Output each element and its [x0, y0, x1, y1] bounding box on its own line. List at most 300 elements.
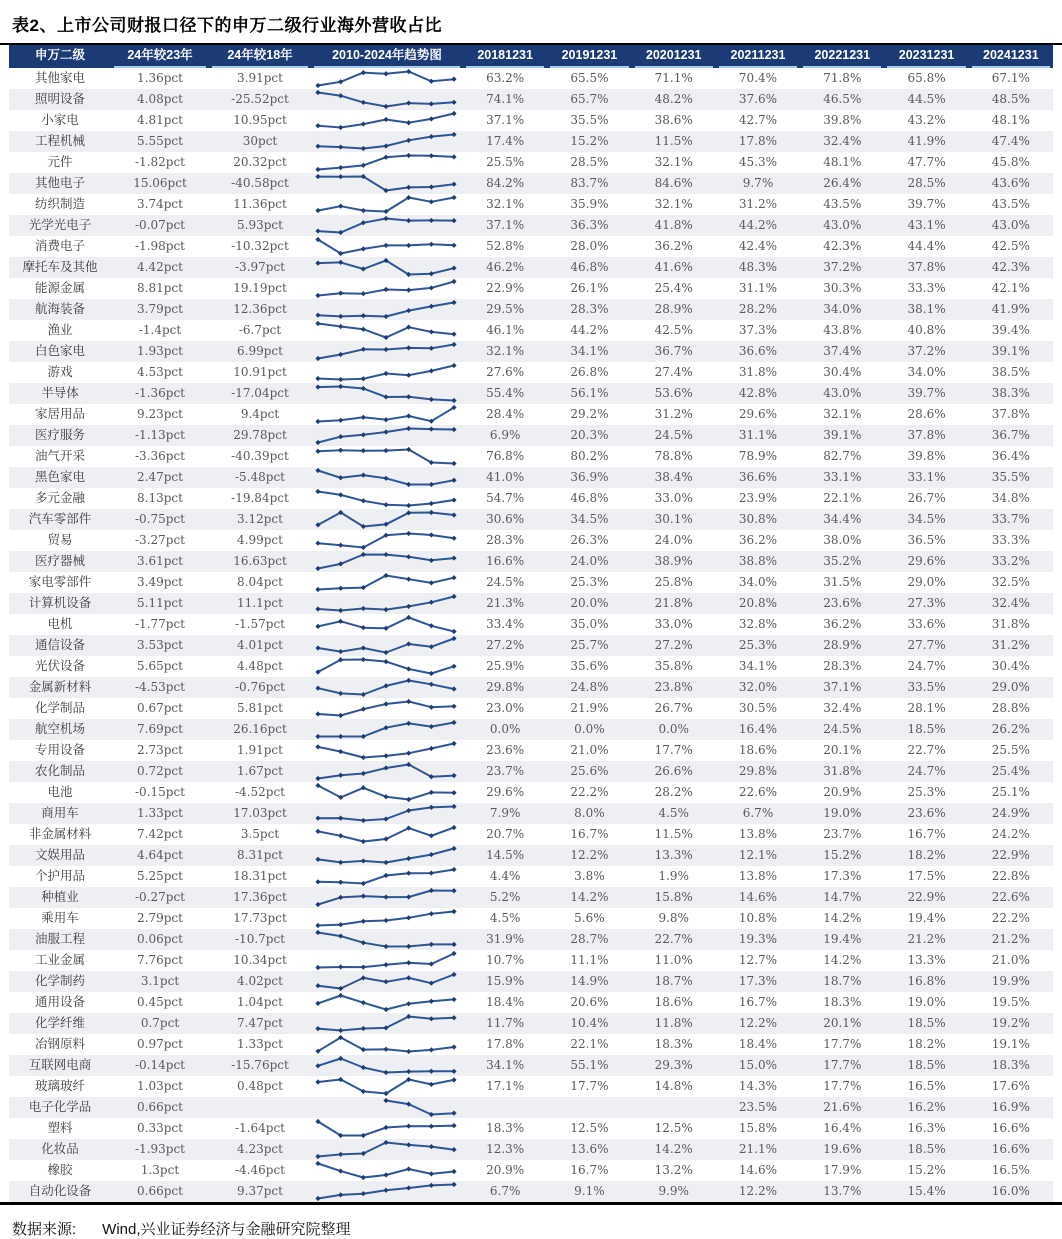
year-value-20181231: 5.2% [489, 890, 521, 904]
column-header-5: 20191231 [547, 45, 631, 68]
sparkline-point [406, 413, 411, 418]
sparkline-point [429, 426, 434, 431]
change-vs-2023: 5.11pct [137, 596, 183, 610]
year-value-20221231: 43.5% [823, 197, 862, 211]
sparkline-point [338, 204, 343, 209]
trend-sparkline [311, 131, 461, 152]
year-value-20181231: 76.8% [486, 449, 525, 463]
year-value-20221231: 43.8% [823, 323, 862, 337]
sparkline-point [451, 720, 456, 725]
table-row [9, 1118, 1053, 1139]
year-value-20181231: 31.9% [486, 932, 525, 946]
year-value-20211231: 16.7% [738, 995, 778, 1009]
year-value-20201231: 11.5% [654, 134, 693, 148]
year-value-20241231: 35.5% [991, 470, 1030, 484]
year-value-20191231: 36.3% [570, 218, 609, 232]
year-value-20241231: 16.9% [991, 1100, 1030, 1114]
table-row [9, 194, 1053, 215]
sparkline-point [361, 707, 366, 712]
year-value-20241231: 19.9% [991, 974, 1030, 988]
industry-name: 农化制品 [34, 764, 85, 778]
year-value-20241231: 25.4% [991, 764, 1030, 778]
industry-name: 金属新材料 [28, 680, 92, 694]
table-row [9, 1034, 1053, 1055]
year-value-20231231: 19.4% [907, 911, 946, 925]
year-value-20241231: 16.5% [991, 1163, 1030, 1177]
table-row [9, 971, 1053, 992]
year-value-20211231: 31.2% [738, 197, 778, 211]
industry-name: 专用设备 [34, 743, 85, 757]
change-vs-2023: 3.53pct [137, 638, 183, 652]
sparkline-point [406, 944, 411, 949]
sparkline-point [406, 1001, 411, 1006]
change-vs-2018: 8.31pct [237, 848, 283, 862]
sparkline-point [429, 285, 434, 290]
year-value-20241231: 43.5% [991, 197, 1030, 211]
year-value-20241231: 67.1% [991, 71, 1030, 85]
year-value-20181231: 11.7% [486, 1016, 525, 1030]
table-row [9, 341, 1053, 362]
column-header-6: 20201231 [632, 45, 716, 68]
sparkline-point [383, 962, 388, 967]
change-vs-2018: -0.76pct [235, 680, 285, 694]
year-value-20231231: 28.1% [907, 701, 946, 715]
year-value-20181231: 29.6% [486, 785, 525, 799]
change-vs-2018: 11.1pct [237, 596, 283, 610]
year-value-20211231: 34.0% [738, 575, 778, 589]
year-value-20181231: 21.3% [486, 596, 525, 610]
sparkline-point [338, 773, 343, 778]
year-value-20201231: 38.9% [654, 554, 693, 568]
sparkline-point [406, 1049, 411, 1054]
sparkline-point [429, 1069, 434, 1074]
year-value-20211231: 45.3% [738, 155, 778, 169]
change-vs-2023: 4.53pct [137, 365, 183, 379]
year-value-20241231: 19.1% [991, 1037, 1030, 1051]
change-vs-2023: -1.93pct [135, 1142, 185, 1156]
table-row [9, 1160, 1053, 1181]
sparkline-point [429, 805, 434, 810]
year-value-20181231: 14.5% [486, 848, 525, 862]
trend-chart-cell [311, 446, 463, 467]
change-vs-2023: 4.42pct [137, 260, 183, 274]
sparkline-point [429, 1082, 434, 1087]
industry-name: 非金属材料 [28, 827, 92, 841]
year-value-20181231: 6.7% [489, 1184, 521, 1198]
table-row [9, 173, 1053, 194]
change-vs-2018: -40.39pct [231, 449, 289, 463]
sparkline-point [315, 1026, 320, 1031]
year-value-20201231: 11.5% [654, 827, 693, 841]
year-value-20241231: 24.2% [991, 827, 1030, 841]
year-value-20191231: 12.2% [570, 848, 609, 862]
year-value-20201231: 42.5% [654, 323, 693, 337]
trend-sparkline [311, 677, 461, 698]
industry-name: 纺织制造 [34, 197, 85, 211]
sparkline-point [406, 577, 411, 582]
year-value-20231231: 16.8% [907, 974, 946, 988]
year-value-20221231: 37.2% [823, 260, 862, 274]
sparkline-point [451, 218, 456, 223]
sparkline-point [338, 543, 343, 548]
trend-sparkline [311, 866, 461, 887]
year-value-20211231: 31.8% [738, 365, 778, 379]
sparkline-point [361, 415, 366, 420]
trend-sparkline [311, 530, 461, 551]
sparkline-point [338, 1169, 343, 1174]
sparkline-point [315, 293, 320, 298]
trend-sparkline [311, 1055, 461, 1076]
sparkline-point [361, 246, 366, 251]
year-value-20201231: 28.9% [654, 302, 693, 316]
trend-chart-cell [311, 152, 463, 173]
sparkline-point [383, 502, 388, 507]
year-value-20211231: 31.1% [738, 281, 778, 295]
change-vs-2018: 9.4pct [240, 407, 280, 421]
change-vs-2018: 10.34pct [233, 953, 287, 967]
year-value-20191231: 35.0% [570, 617, 609, 631]
year-value-20231231: 22.7% [907, 743, 946, 757]
sparkline-point [406, 426, 411, 431]
change-vs-2023: 4.08pct [137, 92, 183, 106]
table-row [9, 68, 1053, 89]
sparkline-point [361, 386, 366, 391]
sparkline-point [429, 852, 434, 857]
sparkline-point [383, 104, 388, 109]
trend-chart-cell [311, 341, 463, 362]
trend-chart-cell [311, 1034, 463, 1055]
year-value-20241231: 21.2% [991, 932, 1030, 946]
sparkline-point [361, 208, 366, 213]
table-row [9, 635, 1053, 656]
table-row [9, 278, 1053, 299]
sparkline-point [338, 79, 343, 84]
change-vs-2023: 8.13pct [137, 491, 183, 505]
trend-chart-cell [311, 383, 463, 404]
sparkline-point [315, 376, 320, 381]
sparkline-point [451, 575, 456, 580]
trend-chart-cell [311, 551, 463, 572]
sparkline-point [383, 417, 388, 422]
year-value-20221231: 19.0% [823, 806, 862, 820]
sparkline-point [361, 940, 366, 945]
year-value-20191231: 26.8% [570, 365, 609, 379]
sparkline-point [429, 271, 434, 276]
sparkline-point [338, 833, 343, 838]
trend-chart-cell [311, 824, 463, 845]
year-value-20191231: 55.1% [570, 1058, 609, 1072]
table-row [9, 236, 1053, 257]
trend-sparkline [311, 1181, 461, 1202]
year-value-20191231: 26.3% [570, 533, 609, 547]
change-vs-2018: 17.03pct [233, 806, 287, 820]
year-value-20191231: 28.7% [570, 932, 609, 946]
sparkline-point [451, 536, 456, 541]
year-value-20221231: 30.3% [823, 281, 862, 295]
sparkline-point [315, 174, 320, 179]
year-value-20221231: 14.7% [823, 890, 862, 904]
sparkline-point [338, 713, 343, 718]
sparkline-point [315, 624, 320, 629]
sparkline-point [451, 1044, 456, 1049]
sparkline-point [315, 1154, 320, 1159]
sparkline-point [406, 394, 411, 399]
year-value-20231231: 18.5% [907, 722, 946, 736]
sparkline-point [429, 1016, 434, 1021]
industry-name: 其他家电 [34, 71, 85, 85]
change-vs-2023: -0.14pct [135, 1058, 185, 1072]
sparkline-point [383, 347, 388, 352]
sparkline-point [361, 163, 366, 168]
year-value-20241231: 16.0% [991, 1184, 1030, 1198]
sparkline-point [315, 123, 320, 128]
industry-name: 照明设备 [34, 92, 85, 106]
year-value-20221231: 17.9% [823, 1163, 862, 1177]
year-value-20191231: 35.9% [570, 197, 609, 211]
trend-sparkline [311, 509, 461, 530]
change-vs-2023: 5.25pct [137, 869, 183, 883]
year-value-20181231: 16.6% [486, 554, 525, 568]
year-value-20221231: 18.3% [823, 995, 862, 1009]
table-row [9, 656, 1053, 677]
year-value-20201231: 35.8% [654, 659, 693, 673]
sparkline-point [383, 448, 388, 453]
sparkline-point [315, 711, 320, 716]
year-value-20211231: 21.1% [738, 1142, 778, 1156]
year-value-20181231: 4.4% [489, 869, 521, 883]
trend-chart-cell [311, 719, 463, 740]
sparkline-point [451, 909, 456, 914]
year-value-20211231: 70.4% [738, 71, 778, 85]
sparkline-point [451, 1182, 456, 1187]
sparkline-point [338, 434, 343, 439]
industry-name: 能源金属 [34, 281, 85, 295]
trend-sparkline [311, 299, 461, 320]
trend-sparkline [311, 971, 461, 992]
industry-name: 油气开采 [34, 449, 85, 463]
year-value-20241231: 48.1% [991, 113, 1030, 127]
change-vs-2018: 5.93pct [237, 218, 283, 232]
year-value-20181231: 18.3% [486, 1121, 525, 1135]
year-value-20191231: 17.7% [570, 1079, 609, 1093]
sparkline-point [451, 686, 456, 691]
year-value-20231231: 37.8% [907, 260, 946, 274]
sparkline-point [315, 541, 320, 546]
table-row [9, 719, 1053, 740]
change-vs-2018: 1.91pct [237, 743, 283, 757]
year-value-20211231: 12.2% [738, 1184, 778, 1198]
year-value-20241231: 22.9% [991, 848, 1030, 862]
sparkline-point [429, 671, 434, 676]
sparkline-point [361, 473, 366, 478]
year-value-20211231: 12.1% [738, 848, 778, 862]
sparkline-point [429, 346, 434, 351]
year-value-20181231: 17.4% [486, 134, 525, 148]
sparkline-point [429, 101, 434, 106]
year-value-20211231: 6.7% [742, 806, 774, 820]
year-value-20221231: 34.4% [823, 512, 862, 526]
change-vs-2023: 7.42pct [137, 827, 183, 841]
data-source-label: 数据来源: [12, 1221, 77, 1238]
year-value-20231231: 26.7% [907, 491, 946, 505]
year-value-20231231: 27.7% [907, 638, 946, 652]
change-vs-2023: 0.06pct [137, 932, 183, 946]
year-value-20241231: 32.4% [991, 596, 1030, 610]
year-value-20221231: 17.7% [823, 1079, 862, 1093]
year-value-20241231: 16.6% [991, 1142, 1030, 1156]
industry-name: 航空机场 [34, 722, 85, 736]
trend-sparkline [311, 110, 461, 131]
sparkline-point [429, 510, 434, 515]
industry-name: 油服工程 [34, 932, 85, 946]
change-vs-2023: 0.67pct [137, 701, 183, 715]
sparkline-point [338, 860, 343, 865]
sparkline-point [429, 888, 434, 893]
year-value-20191231: 25.3% [570, 575, 609, 589]
sparkline-point [429, 397, 434, 402]
sparkline-point [406, 808, 411, 813]
year-value-20231231: 24.7% [907, 764, 946, 778]
change-vs-2018: 9.37pct [237, 1184, 283, 1198]
sparkline-point [315, 566, 320, 571]
trend-chart-cell [311, 803, 463, 824]
industry-name: 工程机械 [34, 134, 85, 148]
sparkline-point [361, 121, 366, 126]
table-row [9, 320, 1053, 341]
trend-sparkline [311, 257, 461, 278]
table-row [9, 152, 1053, 173]
year-value-20231231: 38.1% [907, 302, 946, 316]
sparkline-point [429, 833, 434, 838]
sparkline-point [383, 1098, 388, 1103]
sparkline-point [361, 919, 366, 924]
year-value-20241231: 42.1% [991, 281, 1030, 295]
year-value-20231231: 39.7% [907, 197, 946, 211]
sparkline-point [451, 512, 456, 517]
year-value-20231231: 36.5% [907, 533, 946, 547]
year-value-20241231: 21.0% [991, 953, 1030, 967]
year-value-20241231: 16.6% [991, 1121, 1030, 1135]
trend-sparkline [311, 467, 461, 488]
sparkline-point [383, 1047, 388, 1052]
trend-chart-cell [311, 1118, 463, 1139]
sparkline-point [451, 195, 456, 200]
industry-name: 化妆品 [41, 1142, 79, 1156]
change-vs-2018: 4.02pct [237, 974, 283, 988]
trend-sparkline [311, 1097, 461, 1118]
sparkline-point [451, 629, 456, 634]
sparkline-point [451, 1015, 456, 1020]
sparkline-point [429, 482, 434, 487]
sparkline-point [451, 461, 456, 466]
industry-name: 光学光电子 [28, 218, 92, 232]
table-row [9, 845, 1053, 866]
table-row [9, 887, 1053, 908]
trend-sparkline [311, 782, 461, 803]
year-value-20191231: 22.1% [570, 1037, 609, 1051]
sparkline-point [315, 744, 320, 749]
year-value-20221231: 26.4% [823, 176, 862, 190]
year-value-20221231: 20.1% [823, 1016, 862, 1030]
sparkline-point [383, 725, 388, 730]
year-value-20231231: 25.3% [907, 785, 946, 799]
sparkline-point [383, 216, 388, 221]
sparkline-point [338, 734, 343, 739]
sparkline-point [406, 975, 411, 980]
year-value-20241231: 43.6% [991, 176, 1030, 190]
sparkline-point [338, 260, 343, 265]
year-value-20181231: 84.2% [486, 176, 525, 190]
year-value-20231231: 65.8% [907, 71, 946, 85]
industry-name: 黑色家电 [34, 470, 85, 484]
change-vs-2023: 15.06pct [133, 176, 187, 190]
year-value-20231231: 22.9% [907, 890, 946, 904]
sparkline-point [338, 895, 343, 900]
sparkline-point [429, 304, 434, 309]
year-value-20211231: 12.2% [738, 1016, 778, 1030]
industry-name: 汽车零部件 [28, 512, 92, 526]
trend-chart-cell [311, 740, 463, 761]
sparkline-point [315, 489, 320, 494]
year-value-20221231: 21.6% [823, 1100, 862, 1114]
trend-chart-cell [311, 1139, 463, 1160]
year-value-20191231: 14.2% [570, 890, 609, 904]
year-value-20231231: 18.2% [907, 848, 946, 862]
year-value-20231231: 39.7% [907, 386, 946, 400]
year-value-20221231: 31.8% [823, 764, 862, 778]
sparkline-point [315, 167, 320, 172]
year-value-20241231: 31.2% [991, 638, 1030, 652]
sparkline-point [406, 666, 411, 671]
data-source-text: Wind,兴业证券经济与金融研究院整理 [102, 1221, 351, 1238]
year-value-20211231: 17.3% [738, 974, 778, 988]
sparkline-point [383, 476, 388, 481]
year-value-20241231: 37.8% [991, 407, 1030, 421]
year-value-20201231: 1.9% [658, 869, 689, 883]
industry-name: 电机 [47, 617, 73, 631]
trend-chart-cell [311, 1055, 463, 1076]
year-value-20181231: 37.1% [486, 113, 525, 127]
year-value-20211231: 16.4% [738, 722, 778, 736]
sparkline-point [338, 448, 343, 453]
industry-name: 自动化设备 [28, 1184, 92, 1198]
year-value-20241231: 17.6% [991, 1079, 1030, 1093]
trend-chart-cell [311, 1097, 463, 1118]
trend-chart-cell [311, 593, 463, 614]
change-vs-2018: -15.76pct [231, 1058, 289, 1072]
trend-chart-cell [311, 404, 463, 425]
change-vs-2023: 4.64pct [137, 848, 183, 862]
year-value-20181231: 22.9% [486, 281, 525, 295]
change-vs-2018: -25.52pct [231, 92, 289, 106]
sparkline-point [315, 83, 320, 88]
sparkline-point [406, 699, 411, 704]
sparkline-point [383, 860, 388, 865]
year-value-20181231: 23.6% [486, 743, 525, 757]
sparkline-point [451, 363, 456, 368]
trend-sparkline [311, 929, 461, 950]
year-value-20201231: 18.7% [654, 974, 693, 988]
year-value-20211231: 22.6% [738, 785, 778, 799]
change-vs-2023: -4.53pct [135, 680, 185, 694]
change-vs-2018: -6.7pct [238, 323, 282, 337]
trend-sparkline [311, 1034, 461, 1055]
year-value-20231231: 33.5% [907, 680, 946, 694]
year-value-20211231: 13.8% [738, 869, 778, 883]
year-value-20231231: 37.8% [907, 428, 946, 442]
sparkline-point [315, 261, 320, 266]
sparkline-point [383, 607, 388, 612]
